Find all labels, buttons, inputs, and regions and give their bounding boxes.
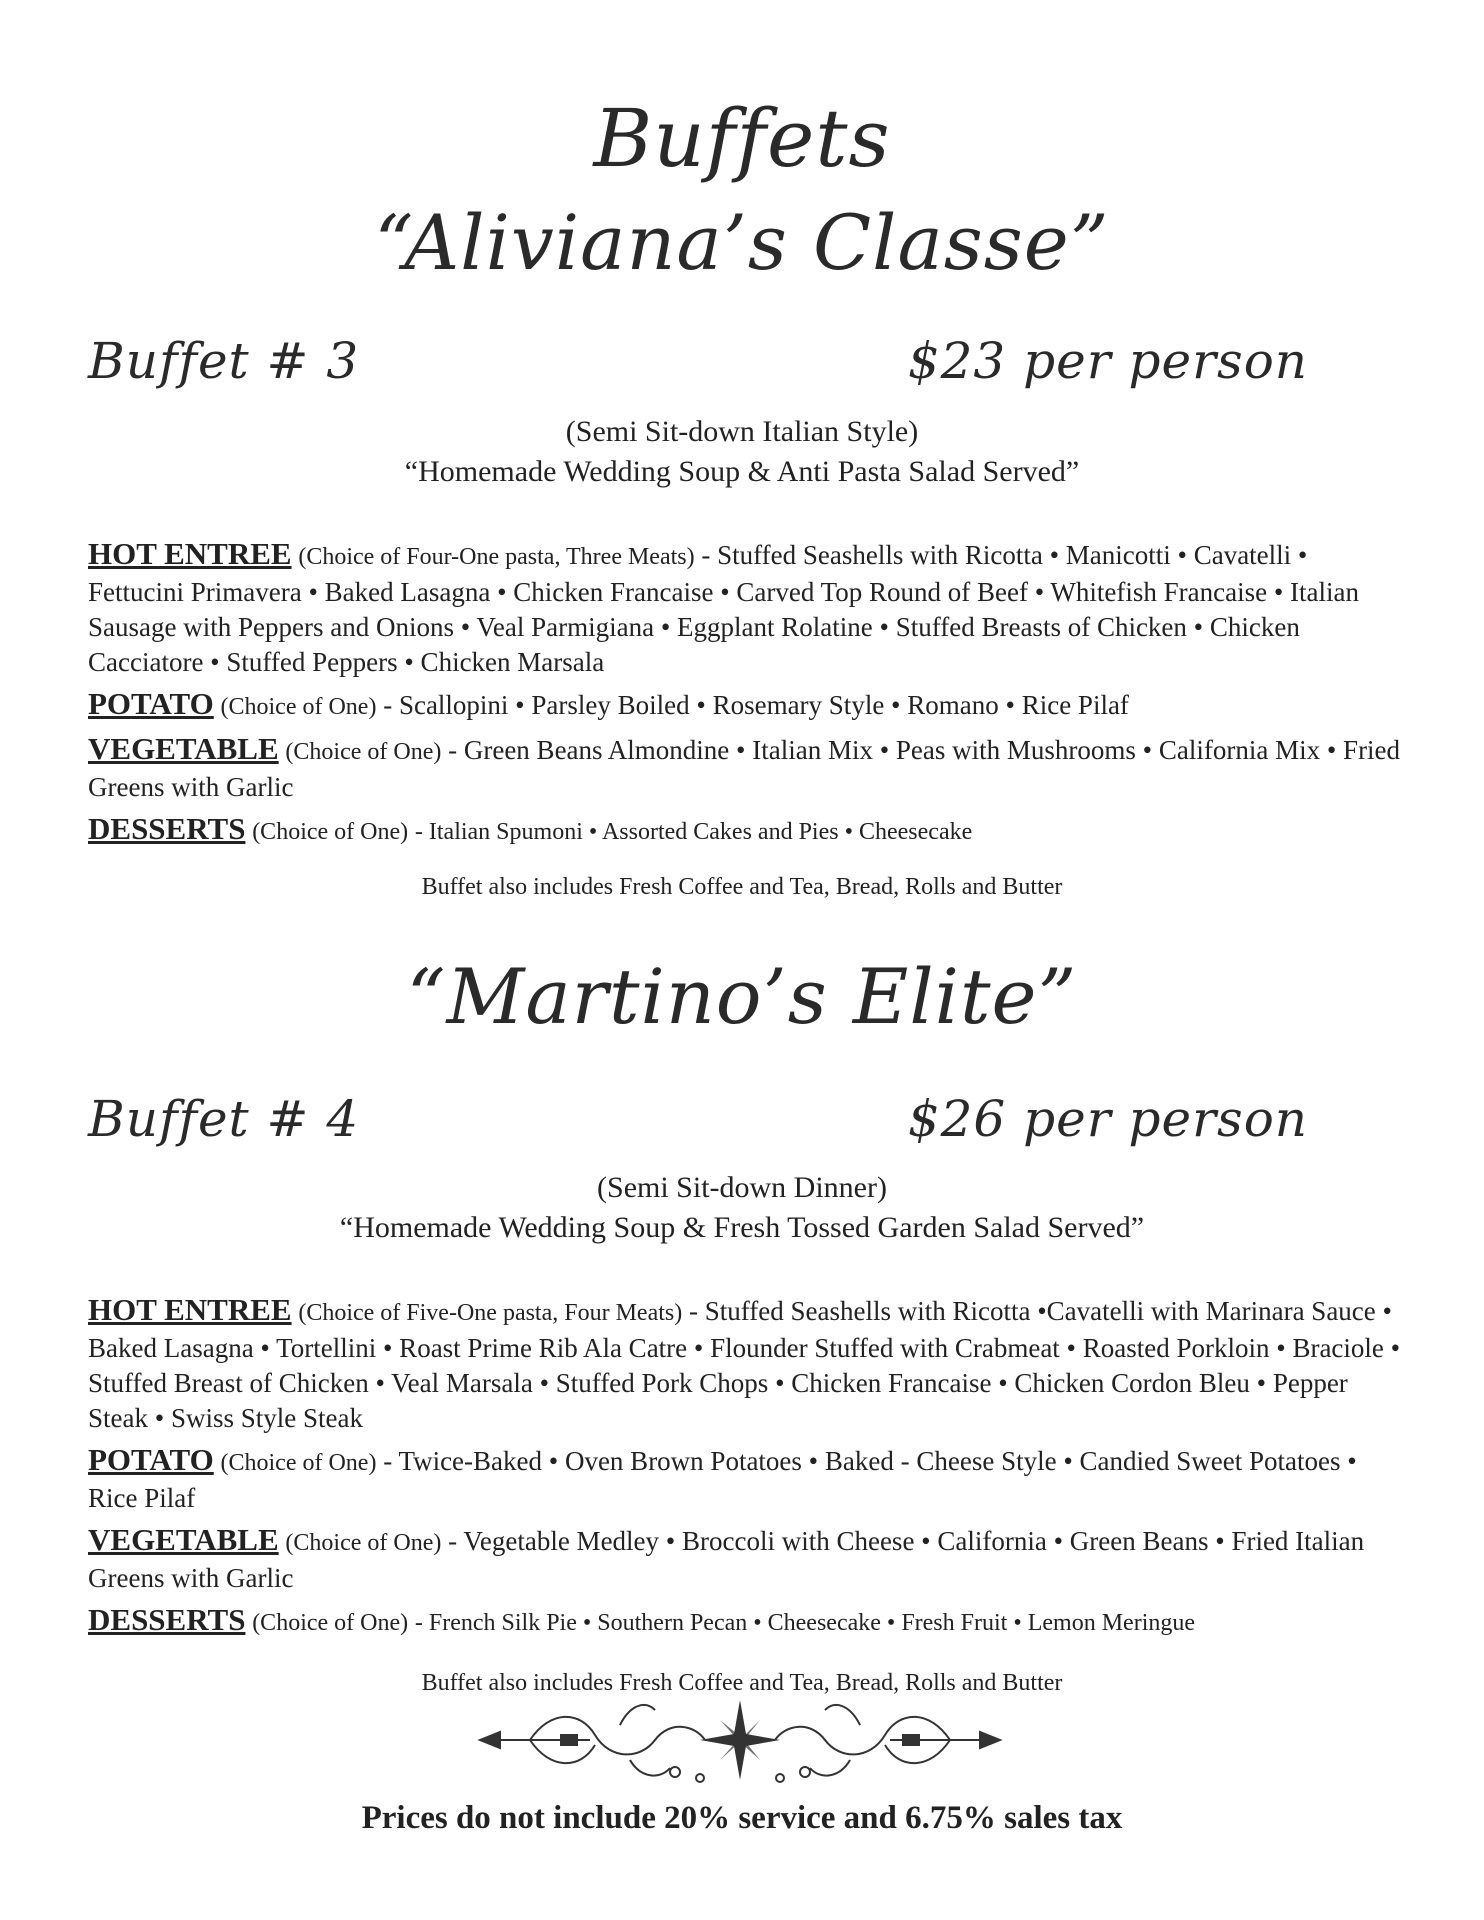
category-choice: (Choice of Five-One pasta, Four Meats) [298, 1300, 683, 1326]
category-label: DESSERTS [88, 1602, 246, 1637]
potato-row [88, 1442, 1408, 1516]
footer-note: Prices do not include 20% service and 6.75% sales tax [361, 1800, 1123, 1836]
category-label: HOT ENTREE [88, 536, 292, 571]
buffet-4-served: “Homemade Wedding Soup & Fresh Tossed Garden Salad Served” [339, 1211, 1145, 1244]
buffet-3-name: “Aliviana’s Classe” [374, 198, 1110, 287]
category-items: - Green Beans Almondine • Italian Mix • Peas with Mushrooms • California Mix • Fried Greens with Garlic [88, 735, 1401, 802]
category-choice: (Choice of One) [252, 1610, 409, 1636]
buffet-4-price: $26 per person [907, 1090, 1308, 1148]
scroll-flourish-icon [470, 1690, 1010, 1790]
potato-row [88, 686, 1408, 725]
category-choice: (Choice of One) [285, 1530, 442, 1556]
buffet-3-includes: Buffet also includes Fresh Coffee and Tea, Bread, Rolls and Butter [421, 874, 1063, 900]
buffet-3-price: $23 per person [907, 332, 1308, 390]
buffet-3-number: Buffet # 3 [88, 332, 360, 390]
vegetable-row [88, 1522, 1408, 1596]
category-choice: (Choice of One) [220, 694, 377, 720]
buffet-4-number: Buffet # 4 [88, 1090, 360, 1148]
buffet-3-menu [88, 536, 1408, 856]
category-label: POTATO [88, 1442, 214, 1477]
category-items: - Twice-Baked • Oven Brown Potatoes • Baked - Cheese Style • Candied Sweet Potatoes • Rice Pilaf [88, 1446, 1357, 1513]
desserts-row [88, 1602, 1408, 1641]
vegetable-row [88, 731, 1408, 805]
buffet-4-includes: Buffet also includes Fresh Coffee and Tea, Bread, Rolls and Butter [421, 1670, 1063, 1696]
buffet-4-style: (Semi Sit-down Dinner) [597, 1171, 887, 1204]
hot-entree-row [88, 1292, 1408, 1436]
page-title: Buffets [593, 92, 891, 185]
buffet-3-style: (Semi Sit-down Italian Style) [565, 415, 919, 448]
category-items: - French Silk Pie • Southern Pecan • Cheesecake • Fresh Fruit • Lemon Meringue [414, 1610, 1196, 1636]
category-items: - Stuffed Seashells with Ricotta •Cavatelli with Marinara Sauce • Baked Lasagna • Tortellini • Roast Prime Rib Ala Catre • Flounder Stuffed with Crabmeat • Roasted Porkloin • Braciole • Stuffed Breast of Chicken • Veal Marsala • Stuffed Pork Chops • Chicken Francaise • Chicken Cordon Bleu • Pepper Steak • Swiss Style Steak [88, 1296, 1401, 1433]
category-choice: (Choice of Four-One pasta, Three Meats) [298, 544, 695, 570]
category-label: VEGETABLE [88, 731, 279, 766]
category-label: HOT ENTREE [88, 1292, 292, 1327]
buffet-4-menu [88, 1292, 1408, 1647]
category-label: DESSERTS [88, 811, 246, 846]
category-label: POTATO [88, 686, 214, 721]
category-items: - Stuffed Seashells with Ricotta • Manicotti • Cavatelli • Fettucini Primavera • Baked Lasagna • Chicken Francaise • Carved Top Round of Beef • Whitefish Francaise • Italian Sausage with Peppers and Onions • Veal Parmigiana • Eggplant Rolatine • Stuffed Breasts of Chicken • Chicken Cacciatore • Stuffed Peppers • Chicken Marsala [88, 540, 1360, 677]
category-choice: (Choice of One) [285, 739, 442, 765]
desserts-row [88, 811, 1408, 850]
category-choice: (Choice of One) [252, 819, 409, 845]
category-label: VEGETABLE [88, 1522, 279, 1557]
category-choice: (Choice of One) [220, 1450, 377, 1476]
buffet-4-name: “Martino’s Elite” [406, 952, 1078, 1041]
category-items: - Italian Spumoni • Assorted Cakes and Pies • Cheesecake [414, 819, 973, 845]
buffet-3-served: “Homemade Wedding Soup & Anti Pasta Salad Served” [404, 455, 1080, 488]
hot-entree-row [88, 536, 1408, 680]
category-items: - Vegetable Medley • Broccoli with Cheese • California • Green Beans • Fried Italian Greens with Garlic [88, 1526, 1365, 1593]
category-items: - Scallopini • Parsley Boiled • Rosemary Style • Romano • Rice Pilaf [383, 690, 1129, 720]
